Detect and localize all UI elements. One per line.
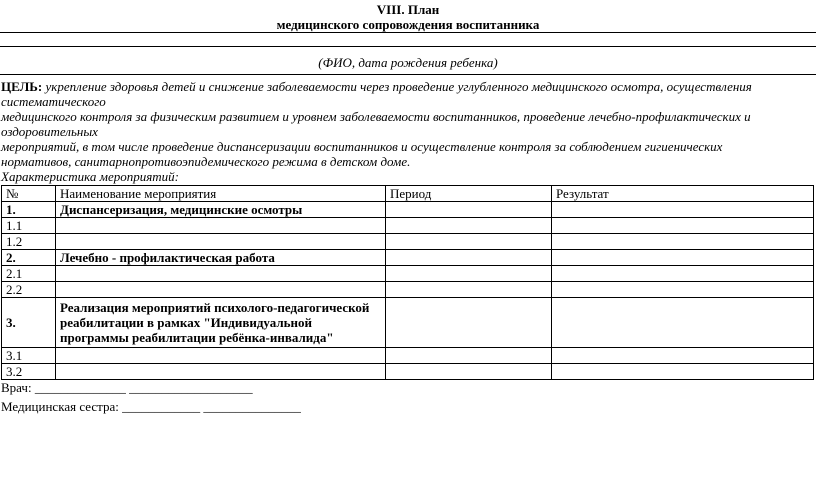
row-number: 3.2 bbox=[2, 364, 56, 380]
doctor-signature-line[interactable]: Врач: ______________ ___________________ bbox=[1, 380, 253, 395]
row-period[interactable] bbox=[386, 298, 552, 348]
row-number: 3. bbox=[2, 298, 56, 348]
row-number: 2.1 bbox=[2, 266, 56, 282]
row-period[interactable] bbox=[386, 218, 552, 234]
goal-line: укрепление здоровья детей и снижение заболеваемости через проведение углубленного медицинского осмотра, осуществления систематического bbox=[1, 79, 752, 109]
row-activity[interactable] bbox=[56, 218, 386, 234]
row-activity[interactable] bbox=[56, 266, 386, 282]
row-activity[interactable] bbox=[56, 234, 386, 250]
row-period[interactable] bbox=[386, 266, 552, 282]
nurse-signature-line[interactable]: Медицинская сестра: ____________ _______________ bbox=[1, 399, 301, 414]
table-row bbox=[2, 348, 814, 364]
table-row bbox=[2, 250, 814, 266]
row-period[interactable] bbox=[386, 250, 552, 266]
goal-line: медицинского контроля за физическим развитием и уровнем заболеваемости воспитанников, проведение лечебно-профилактических и оздоровительных bbox=[1, 109, 751, 139]
row-activity[interactable] bbox=[56, 282, 386, 298]
row-result[interactable] bbox=[552, 348, 814, 364]
table-row bbox=[2, 234, 814, 250]
header-number: № bbox=[2, 186, 56, 202]
fio-caption: (ФИО, дата рождения ребенка) bbox=[318, 55, 498, 70]
row-period[interactable] bbox=[386, 202, 552, 218]
row-activity: Реализация мероприятий психолого-педагогической реабилитации в рамках "Индивидуальной программы реабилитации ребёнка-инвалида" bbox=[56, 298, 386, 348]
row-activity: Диспансеризация, медицинские осмотры bbox=[56, 202, 386, 218]
characteristic-label: Характеристика мероприятий: bbox=[1, 169, 180, 184]
goal-line: нормативов, санитарнопротивоэпидемического режима в детском доме. bbox=[1, 154, 411, 169]
row-result[interactable] bbox=[552, 298, 814, 348]
fio-box-bottom bbox=[0, 74, 816, 75]
row-result[interactable] bbox=[552, 234, 814, 250]
table-row bbox=[2, 202, 814, 218]
row-period[interactable] bbox=[386, 348, 552, 364]
header-period: Период bbox=[386, 186, 552, 202]
row-result[interactable] bbox=[552, 364, 814, 380]
goal-line: мероприятий, в том числе проведение диспансеризации воспитанников и осуществление контроля за соблюдением гигиенических bbox=[1, 139, 723, 154]
row-number: 2.2 bbox=[2, 282, 56, 298]
row-result[interactable] bbox=[552, 266, 814, 282]
table-row bbox=[2, 364, 814, 380]
goal-paragraph bbox=[1, 79, 806, 169]
row-activity[interactable] bbox=[56, 348, 386, 364]
row-number: 1.2 bbox=[2, 234, 56, 250]
row-result[interactable] bbox=[552, 250, 814, 266]
activities-table bbox=[1, 185, 814, 380]
goal-label: ЦЕЛЬ: bbox=[1, 79, 43, 94]
header-result: Результат bbox=[552, 186, 814, 202]
row-result[interactable] bbox=[552, 282, 814, 298]
plan-subtitle: медицинского сопровождения воспитанника bbox=[276, 17, 540, 32]
row-result[interactable] bbox=[552, 202, 814, 218]
header-activity-name: Наименование мероприятия bbox=[56, 186, 386, 202]
row-period[interactable] bbox=[386, 364, 552, 380]
row-period[interactable] bbox=[386, 282, 552, 298]
table-row bbox=[2, 266, 814, 282]
table-row bbox=[2, 282, 814, 298]
row-period[interactable] bbox=[386, 234, 552, 250]
row-activity: Лечебно - профилактическая работа bbox=[56, 250, 386, 266]
row-activity[interactable] bbox=[56, 364, 386, 380]
row-result[interactable] bbox=[552, 218, 814, 234]
table-row bbox=[2, 298, 814, 348]
row-number: 1. bbox=[2, 202, 56, 218]
row-number: 3.1 bbox=[2, 348, 56, 364]
section-title: VIII. План bbox=[376, 2, 440, 17]
row-number: 2. bbox=[2, 250, 56, 266]
table-row bbox=[2, 218, 814, 234]
fio-box-top bbox=[0, 32, 816, 33]
row-number: 1.1 bbox=[2, 218, 56, 234]
table-header-row bbox=[2, 186, 814, 202]
fio-input-line bbox=[0, 46, 816, 47]
